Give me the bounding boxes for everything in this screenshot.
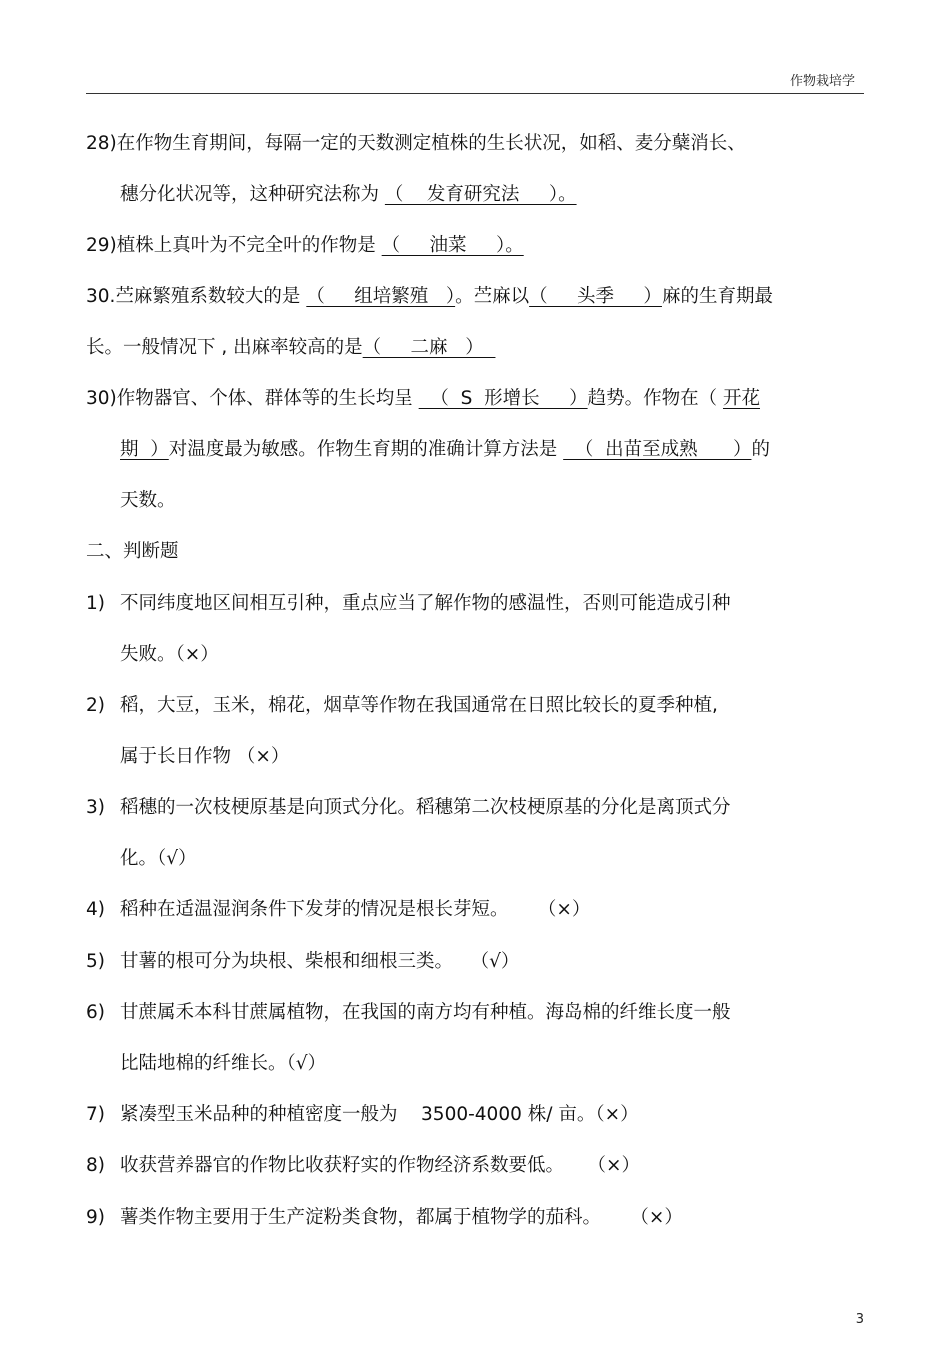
item-number: 9) — [86, 1207, 105, 1228]
item-number: 6) — [86, 1002, 105, 1023]
item-text: 稻，大豆，玉米，棉花，烟草等作物在我国通常在日照比较长的夏季种植, — [120, 695, 718, 716]
question-text: 趋势。作物在（ — [587, 388, 723, 409]
item-number: 8) — [86, 1155, 105, 1176]
question-28-line-2 — [120, 183, 577, 207]
question-30b-line-2 — [120, 438, 770, 462]
judge-item-6-line-2: 比陆地棉的纤维长。（√） — [120, 1053, 327, 1074]
item-text: 薯类作物主要用于生产淀粉类食物，都属于植物学的茄科。 （×） — [120, 1207, 683, 1228]
question-number: 29) — [86, 235, 117, 256]
judge-item-5 — [86, 950, 519, 974]
judge-item-3-line-1 — [86, 796, 731, 820]
item-text: 不同纬度地区间相互引种，重点应当了解作物的感温性，否则可能造成引种 — [120, 593, 731, 614]
answer-blank: （ 发育研究法 ）。 — [384, 184, 577, 205]
question-text: 天数。 — [120, 490, 176, 511]
answer-blank: （ S 形增长 ） — [418, 388, 588, 409]
header-title: 作物栽培学 — [789, 74, 855, 89]
item-number: 1) — [86, 593, 105, 614]
question-text: 植株上真叶为不完全叶的作物是 — [116, 235, 382, 256]
judge-item-2-line-1 — [86, 694, 718, 718]
item-number: 5) — [86, 951, 105, 972]
judge-item-3-line-2: 化。（√） — [120, 848, 197, 869]
question-text: 。苎麻以 — [455, 286, 530, 307]
judge-item-1-line-2: 失败。（×） — [120, 644, 219, 665]
answer-blank: （ 头季 ） — [529, 286, 662, 307]
question-text: 穗分化状况等，这种研究法称为 — [120, 184, 385, 205]
answer-blank: （ 油菜 ）。 — [381, 235, 524, 256]
answer-blank: （ 二麻 ） — [362, 337, 496, 358]
item-number: 2) — [86, 695, 105, 716]
question-30b-line-3 — [120, 489, 176, 513]
judge-item-9 — [86, 1206, 683, 1230]
section-title: 二、判断题 — [86, 541, 179, 562]
answer-blank: 开花 — [722, 388, 760, 409]
answer-blank: 期 ） — [120, 439, 169, 460]
page-number: 3 — [855, 1312, 864, 1327]
item-number: 3) — [86, 797, 105, 818]
item-text: 稻种在适温湿润条件下发芽的情况是根长芽短。 （×） — [120, 899, 591, 920]
item-text: 稻穗的一次枝梗原基是向顶式分化。稻穗第二次枝梗原基的分化是离顶式分 — [120, 797, 731, 818]
judge-item-1-line-1 — [86, 592, 731, 616]
question-30b-line-1 — [86, 387, 760, 411]
item-number: 7) — [86, 1104, 105, 1125]
judge-item-7 — [86, 1103, 639, 1127]
question-30a-line-1 — [86, 285, 773, 309]
item-text: 甘薯的根可分为块根、柴根和细根三类。 （√） — [120, 951, 520, 972]
item-text: 紧凑型玉米品种的种植密度一般为 3500-4000 株/ 亩。（×） — [120, 1104, 639, 1125]
header-rule — [86, 93, 864, 94]
question-29 — [86, 234, 524, 258]
answer-blank: （ 出苗至成熟 ） — [563, 439, 752, 460]
judge-item-2-line-2: 属于长日作物 （×） — [120, 746, 290, 767]
judge-item-8 — [86, 1154, 640, 1178]
question-text: 作物器官、个体、群体等的生长均呈 — [116, 388, 419, 409]
question-text: 长。一般情况下 , 出麻率较高的是 — [86, 337, 363, 358]
answer-blank: （ 组培繁殖 ） — [306, 286, 456, 307]
question-text: 在作物生育期间，每隔一定的天数测定植株的生长状况，如稻、麦分蘖消长、 — [116, 133, 746, 154]
question-28-line-1 — [86, 132, 746, 156]
question-text: 对温度最为敏感。作物生育期的准确计算方法是 — [168, 439, 564, 460]
question-text: 麻的生育期最 — [661, 286, 773, 307]
judge-item-4 — [86, 898, 590, 922]
question-30a-line-2 — [86, 336, 495, 360]
question-text: 苎麻繁殖系数较大的是 — [115, 286, 307, 307]
question-number: 30. — [86, 286, 116, 307]
question-text: 的 — [751, 439, 770, 460]
item-text: 收获营养器官的作物比收获籽实的作物经济系数要低。 （×） — [120, 1155, 641, 1176]
judge-item-6-line-1 — [86, 1001, 731, 1025]
question-number: 30) — [86, 388, 117, 409]
item-number: 4) — [86, 899, 105, 920]
item-text: 甘蔗属禾本科甘蔗属植物，在我国的南方均有种植。海岛棉的纤维长度一般 — [120, 1002, 731, 1023]
question-number: 28) — [86, 133, 117, 154]
